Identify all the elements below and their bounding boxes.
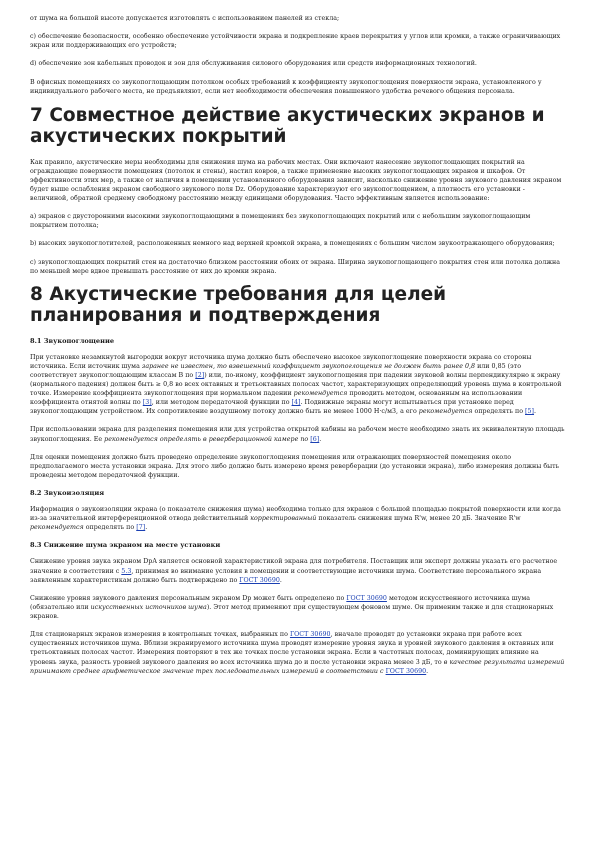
subsection-8-2-paragraph-1 <box>30 505 565 532</box>
text-italic: заранее не известен, то взвешенный коэффициент звукопоглощения не должен быть ранее 0,8 <box>141 362 476 370</box>
text: Снижение уровня звука экраном DpA является основной характеристикой экрана для потребителя. Поставщик или эксперт должны указать его расчетное значение в соответствии с <box>30 558 558 575</box>
text: ). Этот метод применяют при существующем фоновом шуме. Он применим также и для стационарных экранов. <box>30 603 554 621</box>
section-7-intro: Как правило, акустические меры необходимы для снижения шума на рабочих местах. Они включают нанесение звукопоглощающих покрытий на ограждающие поверхности помещения (потолок и стены), настил ковров, а также применение высоких звукопоглощающих экранов и шкафов. От эффективности этих мер, а также от наличия в помещении установленного оборудования зависит, насколько снижение уровня звукового давления экраном будет выше ослабления экраном свободного звукового поля Dz. Оборудование характеризуют его звукопоглощением, а плотность его установки - величиной, обратной среднему свободному расстоянию между единицами оборудования. Часто эффективным является использование: <box>30 158 562 203</box>
text-italic: корректированный <box>250 515 317 523</box>
subsection-8-1-paragraph-1 <box>30 353 565 417</box>
text: Информация о звукоизоляции экрана (о показателе снижения шума) необходима только для экранов с большой площадью покрытой поверхности или когда из-за значительной интерференционной отвода действительный <box>30 506 561 523</box>
text-italic: рекомендуется определять в реверберационной камере по <box>104 435 309 443</box>
text-italic: в качестве результата измерений принимают среднее арифметическое значение трех последовательных измерений в соответствии с <box>30 658 565 675</box>
text-italic: искусственных источников шума <box>90 603 207 611</box>
text: Снижение уровня звукового давления персональным экраном Dp может быть определено по <box>30 594 347 602</box>
reference-link-3[interactable]: [3] <box>142 399 152 407</box>
section-7-item-a: a) экранов с двусторонними высокими звукопоглощающими в помещениях без звукопоглощающих покрытий или с небольшим звукопоглощающим покрытием потолка; <box>30 213 531 230</box>
gost-30690-link[interactable]: ГОСТ 30690 <box>385 667 427 675</box>
text-italic: рекомендуется <box>418 408 473 416</box>
text: показатель снижения шума R'w, менее 20 дБ. Значение R'w <box>316 515 521 523</box>
text: ) или, по-иному, коэффициент звукопоглощения при падении звуковой волны перпендикулярно к экрану (нормального падения) должен быть ≥ 0,8 во всех октавных и третьоктавных полосах частот, характеризующих определяющий уровень шума в контрольной точке. Измерение коэффициента звукопоглощения при нормальном падении <box>30 371 562 398</box>
text: , принимая во внимание условия в помещении и соответствующие источники шума. Соответствие персонального экрана заявленным характеристикам должно быть подтверждено по <box>30 567 542 584</box>
section-7-heading: 7 Совместное действие акустических экранов и акустических покрытий <box>30 104 545 147</box>
section-7-item-c: c) звукопоглощающих покрытий стен на достаточно близком расстоянии обоих от экрана. Ширина звукопоглощающего покрытия стен или потолка должна по меньшей мере вдвое превышать расстояние от них до кромки экрана. <box>30 258 561 275</box>
office-paragraph: В офисных помещениях со звукопоглощающим потолком особых требований к коэффициенту звукопоглощения поверхности экрана, установленного у индивидуального рабочего места, не предъявляют, если нет необходимости обеспечения повышенного удобства речевого общения персонала. <box>30 78 542 95</box>
subsection-8-1-paragraph-2 <box>30 425 565 443</box>
reference-link-7[interactable]: [7] <box>136 524 146 532</box>
reference-link-4[interactable]: [4] <box>291 399 301 407</box>
list-item-d: d) обеспечение зон кабельных проводок и зон для обслуживания силового оборудования или средств информационных технологий. <box>30 60 477 68</box>
subsection-8-2-heading: 8.2 Звукоизоляция <box>30 489 105 498</box>
text: При использовании экрана для разделения помещения или для устройства открытой кабины на рабочем месте необходимо знать их эквивалентную площадь звукопоглощения. Ее <box>30 426 565 443</box>
section-7-item-b: b) высоких звукопоглотителей, расположенных немного над верхней кромкой экрана, в помещениях с большим числом звукоотражающего оборудования; <box>30 240 555 248</box>
reference-link-2[interactable]: [2] <box>195 371 205 379</box>
subsection-8-3-heading: 8.3 Снижение шума экраном на месте установки <box>30 541 221 550</box>
gost-30690-link[interactable]: ГОСТ 30690 <box>239 576 280 584</box>
gost-30690-link[interactable]: ГОСТ 30690 <box>346 594 387 602</box>
text: , или методом передаточной функции по <box>151 399 292 407</box>
subsection-8-3-paragraph-3 <box>30 630 565 676</box>
subsection-8-3-paragraph-2 <box>30 594 565 621</box>
text: . <box>145 524 148 532</box>
text: проводить методом, основанным на использовании коэффициента отнятой волны по <box>30 390 523 407</box>
clause-link-5-3[interactable]: 5.3 <box>121 567 132 575</box>
text: или 0,85 (это соответствует звукопоглощающим классам В по <box>30 362 522 379</box>
text-italic: рекомендуется <box>293 390 348 398</box>
text: . <box>426 667 429 675</box>
text: , вначале проводят до установки экрана при работе всех существенных источников шума. Вблизи экранируемого источника шума проводят измерение уровня звука и уровней звукового давления в октавных или третьоктавных полосах частот. Измерения повторяют в тех же точках после установки экрана. Если в частотных полосах, доминирующих влияние на уровень звука, разность уровней звукового давления во всех источника шума до и после установки экрана менее 3 дБ, то <box>30 631 554 666</box>
text-italic: рекомендуется <box>30 524 84 532</box>
text: . <box>534 408 537 416</box>
list-item-b-continuation: от шума на большой высоте допускается изготовлять с использованием панелей из стекла; <box>30 15 340 22</box>
gost-30690-link[interactable]: ГОСТ 30690 <box>289 631 331 639</box>
subsection-8-3-paragraph-1 <box>30 557 565 584</box>
text: определять по <box>83 524 137 532</box>
text: Для стационарных экранов измерения в контрольных точках, выбранных по <box>30 631 290 639</box>
text: При установке незамкнутой выгородки вокруг источника шума должно быть обеспечено высокое звукопоглощение поверхности экрана со стороны источника. Если источник шума <box>30 353 532 370</box>
section-8-heading: 8 Акустические требования для целей планирования и подтверждения <box>30 283 447 326</box>
subsection-8-1-heading: 8.1 Звукопоглощение <box>30 336 115 345</box>
list-item-c: с) обеспечение безопасности, особенно обеспечение устойчивости экрана и подкрепление краев перекрытия у углов или кромки, а также ограничивающих экран или поддерживающих его устройств; <box>30 33 561 50</box>
text: . Подвижные экраны могут испытываться при установке перед звукопоглощающим устройством. Их сопротивление воздушному потоку должно быть не менее 1000 Н·с/м3, а его <box>30 399 514 416</box>
subsection-8-1-paragraph-3: Для оценки помещения должно быть проведено определение звукопоглощения помещения или отражающих поверхностей помещения около предполагаемого места установки экрана. Для этого либо должно быть измерено время реверберации (до установки экрана), либо измерения должны быть проведены методом передаточной функции. <box>30 453 560 479</box>
reference-link-6[interactable]: [6] <box>310 435 320 443</box>
section-8 <box>30 285 565 676</box>
reference-link-5[interactable]: [5] <box>525 408 535 416</box>
text: . <box>279 576 282 584</box>
text: определять по <box>472 408 526 416</box>
text: методом искусственного источника шума (обязательно или <box>30 594 531 611</box>
text: . <box>319 435 322 443</box>
